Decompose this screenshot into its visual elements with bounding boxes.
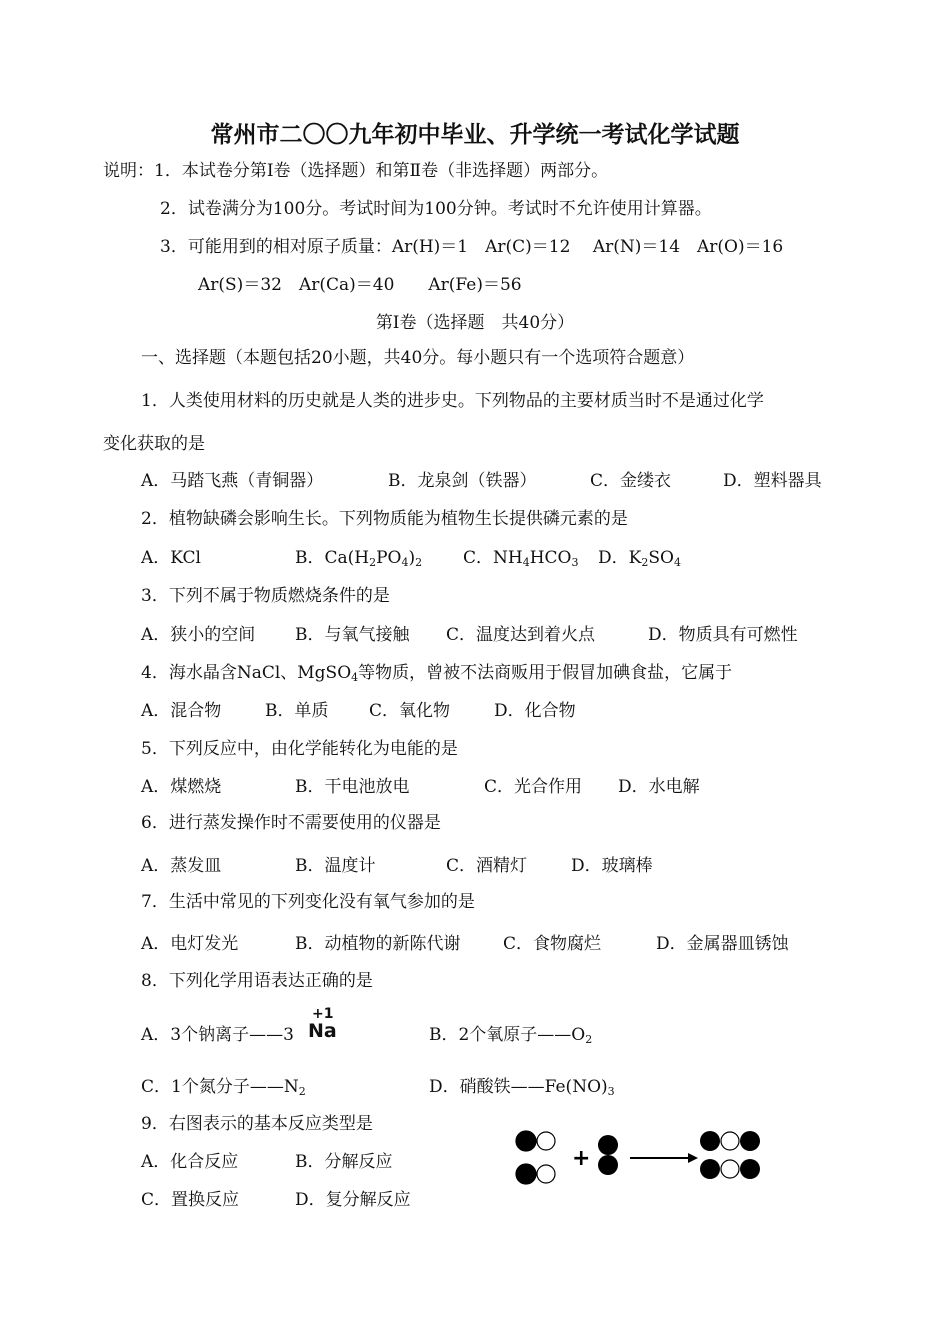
q4-option-c: C．氧化物 (369, 701, 451, 721)
reaction-arrow (630, 1153, 698, 1163)
q9-option-b: B．分解反应 (295, 1152, 393, 1172)
q1-option-c: C．金缕衣 (590, 471, 672, 491)
dark-atom (516, 1164, 536, 1184)
q2-option-d (598, 547, 681, 574)
q7-option-c: C．食物腐烂 (503, 934, 602, 954)
dark-atom (598, 1135, 618, 1155)
dark-atom (700, 1131, 720, 1151)
q2-d-sub: 2 (641, 556, 649, 569)
q1-stem-2: 变化获取的是 (103, 434, 205, 454)
q5-stem: 5．下列反应中，由化学能转化为电能的是 (141, 739, 458, 759)
reactant-molecule-1 (516, 1131, 555, 1151)
q3-stem: 3．下列不属于物质燃烧条件的是 (141, 586, 390, 606)
note-1: 说明：1．本试卷分第Ⅰ卷（选择题）和第Ⅱ卷（非选择题）两部分。 (103, 161, 609, 181)
q8-option-d (429, 1076, 615, 1103)
q6-option-a: A．蒸发皿 (141, 856, 222, 876)
q5-option-b: B．干电池放电 (295, 777, 410, 797)
q8-b-part: B．2个氧原子——O (429, 1025, 586, 1045)
q8-option-a: A．3个钠离子——3 (141, 1025, 294, 1045)
q8-c-sub: 2 (298, 1085, 306, 1098)
light-atom (721, 1132, 739, 1150)
q6-stem: 6．进行蒸发操作时不需要使用的仪器是 (141, 813, 441, 833)
light-atom (537, 1165, 555, 1183)
q1-option-a: A．马踏飞燕（青铜器） (141, 471, 324, 491)
reactant-molecule-3 (598, 1135, 618, 1175)
q2-b-part: ) (408, 548, 416, 568)
q6-option-c: C．酒精灯 (446, 856, 528, 876)
q4-option-d: D．化合物 (494, 701, 576, 721)
q4-option-b: B．单质 (265, 701, 329, 721)
q3-option-d: D．物质具有可燃性 (648, 625, 798, 645)
q2-b-sub: 2 (415, 556, 423, 569)
dark-atom (700, 1159, 720, 1179)
q3-option-a: A．狭小的空间 (141, 625, 256, 645)
q8-na-symbol: Na (308, 1020, 337, 1042)
q9-option-c: C．置换反应 (141, 1190, 240, 1210)
dark-atom (516, 1131, 536, 1151)
q8-option-b (429, 1024, 592, 1051)
q9-option-d: D．复分解反应 (295, 1190, 411, 1210)
q2-b-sub: 4 (401, 556, 409, 569)
q2-b-part: PO (376, 548, 402, 568)
note-3: 3．可能用到的相对原子质量：Ar(H)＝1 Ar(C)＝12 Ar(N)＝14 Ar(O)＝16 (160, 237, 784, 257)
q9-option-a: A．化合反应 (141, 1152, 239, 1172)
q6-option-d: D．玻璃棒 (571, 856, 653, 876)
product-molecule-1 (700, 1131, 760, 1151)
q2-c-sub: 4 (522, 556, 530, 569)
q2-d-part: SO (648, 548, 674, 568)
q7-stem: 7．生活中常见的下列变化没有氧气参加的是 (141, 892, 475, 912)
q5-option-a: A．煤燃烧 (141, 777, 222, 797)
q8-option-c (141, 1076, 306, 1103)
q4-stem-sub: 4 (351, 671, 359, 684)
q4-stem (141, 662, 732, 689)
q4-stem-part: 4．海水晶含NaCl、MgSO (141, 663, 352, 683)
q2-option-a: A．KCl (141, 548, 201, 568)
q1-option-b: B．龙泉剑（铁器） (388, 471, 537, 491)
q2-option-b (295, 547, 422, 574)
q8-c-part: C．1个氮分子——N (141, 1077, 299, 1097)
q7-option-a: A．电灯发光 (141, 934, 239, 954)
q4-stem-part: 等物质，曾被不法商贩用于假冒加碘食盐，它属于 (358, 663, 733, 683)
dark-atom (740, 1131, 760, 1151)
reaction-diagram (508, 1125, 778, 1195)
q4-option-a: A．混合物 (141, 701, 222, 721)
q2-c-sub: 3 (571, 556, 579, 569)
q7-option-d: D．金属器皿锈蚀 (656, 934, 789, 954)
q9-stem: 9．右图表示的基本反应类型是 (141, 1114, 373, 1134)
q8-d-sub: 3 (607, 1085, 615, 1098)
plus-sign: + (572, 1146, 591, 1171)
q8-sodium-ion-symbol (300, 1006, 340, 1046)
q2-c-part: HCO (529, 548, 572, 568)
q6-option-b: B．温度计 (295, 856, 376, 876)
q1-stem-1: 1．人类使用材料的历史就是人类的进步史。下列物品的主要材质当时不是通过化学 (141, 391, 764, 411)
section-title: 第Ⅰ卷（选择题 共40分） (375, 313, 575, 333)
q1-option-d: D．塑料器具 (723, 471, 822, 491)
q2-d-sub: 4 (673, 556, 681, 569)
q2-b-sub: 2 (369, 556, 377, 569)
q8-stem: 8．下列化学用语表达正确的是 (141, 971, 373, 991)
dark-atom (740, 1159, 760, 1179)
product-molecule-2 (700, 1159, 760, 1179)
reactant-molecule-2 (516, 1164, 555, 1184)
exam-title: 常州市二〇〇九年初中毕业、升学统一考试化学试题 (210, 122, 740, 148)
q8-d-part: D．硝酸铁——Fe(NO) (429, 1077, 608, 1097)
q2-option-c (463, 547, 579, 574)
q2-stem: 2．植物缺磷会影响生长。下列物质能为植物生长提供磷元素的是 (141, 509, 628, 529)
q3-option-c: C．温度达到着火点 (446, 625, 596, 645)
q8-b-sub: 2 (585, 1033, 593, 1046)
q2-c-part: C．NH (463, 548, 523, 568)
q8-valence-mark: +1 (312, 1006, 334, 1022)
q2-d-part: D．K (598, 548, 642, 568)
part-title: 一、选择题（本题包括20小题，共40分。每小题只有一个选项符合题意） (141, 348, 695, 368)
q5-option-c: C．光合作用 (484, 777, 583, 797)
q5-option-d: D．水电解 (618, 777, 700, 797)
note-2: 2．试卷满分为100分。考试时间为100分钟。考试时不允许使用计算器。 (160, 199, 712, 219)
light-atom (537, 1132, 555, 1150)
dark-atom (598, 1155, 618, 1175)
q3-option-b: B．与氧气接触 (295, 625, 410, 645)
q7-option-b: B．动植物的新陈代谢 (295, 934, 461, 954)
note-4: Ar(S)＝32 Ar(Ca)＝40 Ar(Fe)＝56 (198, 275, 522, 295)
q2-b-part: B．Ca(H (295, 548, 370, 568)
light-atom (721, 1160, 739, 1178)
